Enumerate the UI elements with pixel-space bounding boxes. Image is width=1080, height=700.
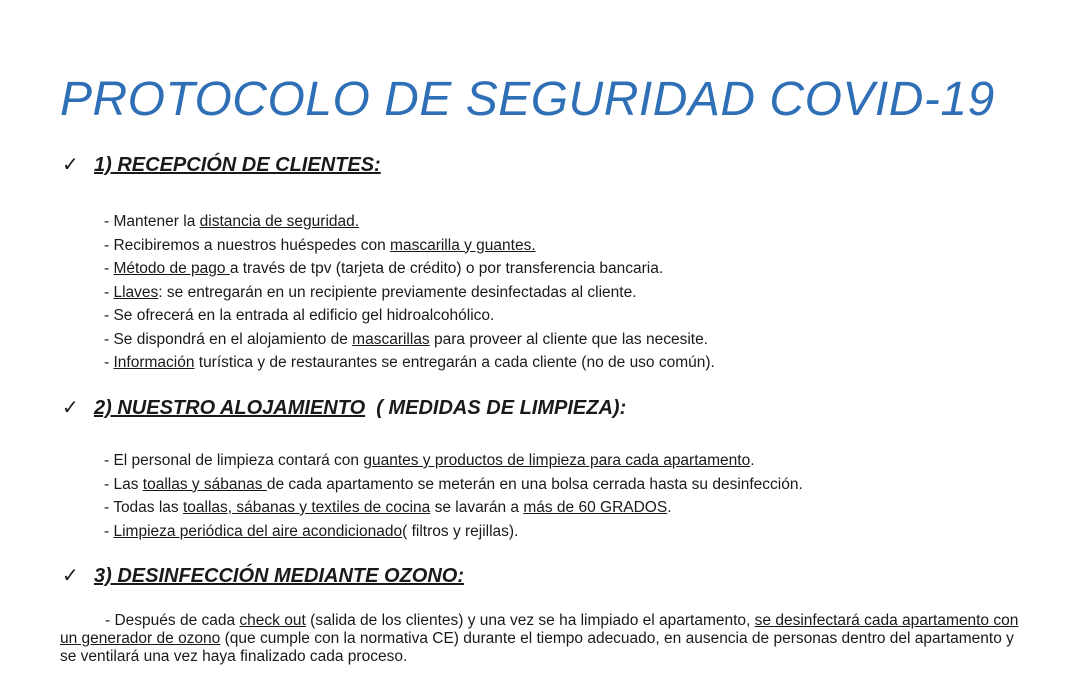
section-1-list: [104, 210, 715, 375]
check-icon: ✓: [62, 397, 79, 419]
list-item: - Mantener la distancia de seguridad.: [104, 213, 360, 230]
list-item: - El personal de limpieza contará con guantes y productos de limpieza para cada apartamento.: [104, 452, 755, 469]
page-title: PROTOCOLO DE SEGURIDAD COVID-19: [60, 73, 995, 126]
list-item: - Se ofrecerá en la entrada al edificio gel hidroalcohólico.: [104, 307, 495, 324]
section-2-subtitle: ( MEDIDAS DE LIMPIEZA):: [365, 397, 627, 419]
list-item: - Información turística y de restaurantes se entregarán a cada cliente (no de uso común).: [104, 354, 715, 371]
section-2-heading: [62, 395, 626, 420]
section-3-paragraph: - Después de cada check out (salida de los clientes) y una vez se ha limpiado el apartamento, se desinfectará cada apartamento con un generador de ozono (que cumple con la normativa CE) durante el tiempo adecuado, en ausencia de personas dentro del apartamento y se ventilará una vez haya finalizado cada proceso.: [60, 612, 1019, 665]
check-icon: ✓: [62, 565, 79, 587]
section-1-title: 1) RECEPCIÓN DE CLIENTES:: [94, 154, 381, 176]
list-item: - Llaves: se entregarán en un recipiente previamente desinfectadas al cliente.: [104, 283, 637, 301]
list-item: - Las toallas y sábanas de cada apartamento se meterán en una bolsa cerrada hasta su desinfección.: [104, 475, 803, 493]
list-item: - Recibiremos a nuestros huéspedes con mascarilla y guantes.: [104, 236, 536, 254]
section-3-heading: [62, 563, 464, 588]
section-1-heading: [62, 152, 381, 177]
check-icon: ✓: [62, 154, 79, 176]
list-item: - Limpieza periódica del aire acondicionado( filtros y rejillas).: [104, 522, 519, 540]
list-item: - Método de pago a través de tpv (tarjeta de crédito) o por transferencia bancaria.: [104, 260, 664, 277]
list-item: - Todas las toallas, sábanas y textiles de cocina se lavarán a más de 60 GRADOS.: [104, 499, 672, 516]
section-2-title: 2) NUESTRO ALOJAMIENTO: [94, 397, 366, 419]
section-2-list: [104, 449, 803, 543]
list-item: - Se dispondrá en el alojamiento de mascarillas para proveer al cliente que las necesite.: [104, 330, 708, 348]
section-3-title: 3) DESINFECCIÓN MEDIANTE OZONO:: [94, 565, 465, 587]
